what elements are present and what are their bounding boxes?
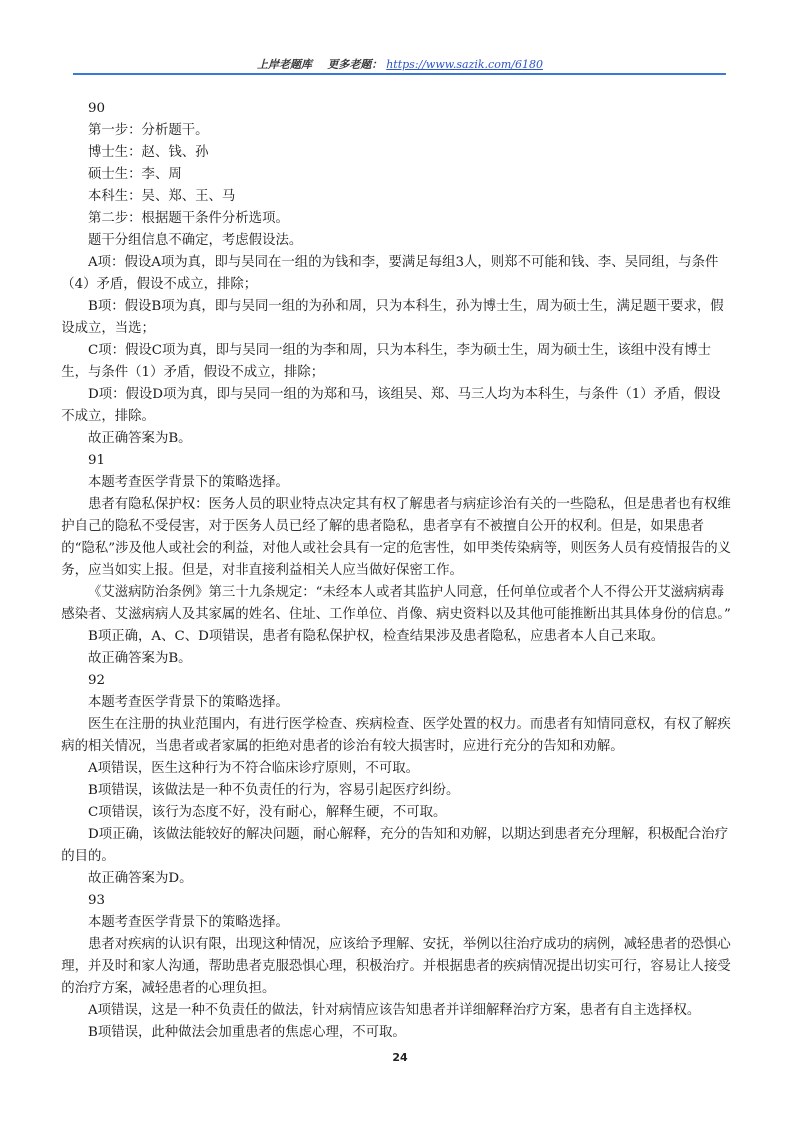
paragraph-line: 医生在注册的执业范围内，有进行医学检查、疾病检查、医学处置的权力。而患者有知情同意权，有权了解疾病的相关情况，当患者或者家属的拒绝对患者的诊治有较大损害时，应进行充分的告知和劝解。 [61, 717, 731, 754]
header-divider [73, 73, 726, 75]
paragraph-line: 本科生：吴、郑、王、马 [88, 189, 236, 204]
header-url-link[interactable]: https://www.sazik.com/6180 [386, 58, 543, 71]
paragraph-line: 博士生：赵、钱、孙 [88, 145, 209, 160]
paragraph-line: 本题考查医学背景下的策略选择。 [88, 915, 289, 930]
paragraph-line: A项：假设A项为真，即与吴同在一组的为钱和李，要满足每组3人，则郑不可能和钱、李、吴同组，与条件（4）矛盾，假设不成立，排除； [61, 255, 719, 292]
paragraph-line: 本题考查医学背景下的策略选择。 [88, 475, 289, 490]
paragraph-line: C项：假设C项为真，即与吴同一组的为李和周，只为本科生，李为硕士生，周为硕士生，该组中没有博士生，与条件（1）矛盾，假设不成立，排除； [61, 343, 712, 380]
paragraph-line: 90 [88, 101, 106, 116]
paragraph-line: 93 [88, 893, 106, 908]
paragraph-line: C项错误，该行为态度不好，没有耐心，解释生硬，不可取。 [88, 805, 447, 820]
page-number: 24 [392, 1051, 408, 1064]
paragraph-line: 故正确答案为B。 [88, 651, 192, 666]
paragraph-line: D项正确，该做法能较好的解决问题，耐心解释，充分的告知和劝解，以期达到患者充分理解，积极配合治疗的目的。 [61, 827, 729, 864]
paragraph-line: 第一步：分析题干。 [88, 123, 209, 138]
paragraph-line: B项正确，A、C、D项错误，患者有隐私保护权，检查结果涉及患者隐私，应患者本人自己来取。 [88, 629, 665, 644]
paragraph-line: B项错误，此种做法会加重患者的焦虑心理，不可取。 [88, 1025, 406, 1040]
paragraph-line: 92 [88, 673, 106, 688]
document-body [61, 98, 733, 1044]
paragraph-line: 《艾滋病防治条例》第三十九条规定：“未经本人或者其监护人同意，任何单位或者个人不得公开艾滋病病毒感染者、艾滋病病人及其家属的姓名、住址、工作单位、肖像、病史资料以及其他可能推断出其具体身份的信息。” [61, 585, 731, 622]
paragraph-line: B项：假设B项为真，即与吴同一组的为孙和周，只为本科生，孙为博士生，周为硕士生，满足题干要求，假设成立，当选； [61, 299, 724, 336]
paragraph-line: 故正确答案为B。 [88, 431, 192, 446]
paragraph-line: 故正确答案为D。 [88, 871, 193, 886]
paragraph-line: B项错误，该做法是一种不负责任的行为，容易引起医疗纠纷。 [88, 783, 460, 798]
paragraph-line: 第二步：根据题干条件分析选项。 [88, 211, 289, 226]
header-brand: 上岸老题库 [257, 58, 313, 71]
paragraph-line: 患者有隐私保护权：医务人员的职业特点决定其有权了解患者与病症诊治有关的一些隐私，但是患者也有权维护自己的隐私不受侵害，对于医务人员已经了解的患者隐私，患者享有不被擅自公开的权利。但是，如果患者的“隐私”涉及他人或社会的利益，对他人或社会具有一定的危害性，如甲类传染病等，则医务人员有疫情报告的义务，应当如实上报。但是，对非直接利益相关人应当做好保密工作。 [61, 497, 732, 578]
paragraph-line: A项错误，医生这种行为不符合临床诊疗原则，不可取。 [88, 761, 420, 776]
paragraph-line: 91 [88, 453, 106, 468]
paragraph-line: A项错误，这是一种不负责任的做法，针对病情应该告知患者并详细解释治疗方案，患者有自主选择权。 [88, 1003, 701, 1018]
page-header [0, 56, 800, 72]
header-more-label: 更多老题： [327, 58, 383, 71]
paragraph-line: 硕士生：李、周 [88, 167, 182, 182]
paragraph-line: 患者对疾病的认识有限，出现这种情况，应该给予理解、安抚，举例以往治疗成功的病例，减轻患者的恐惧心理，并及时和家人沟通，帮助患者克服恐惧心理，积极治疗。并根据患者的疾病情况提出切实可行，容易让人接受的治疗方案，减轻患者的心理负担。 [61, 937, 731, 996]
paragraph-line: 本题考查医学背景下的策略选择。 [88, 695, 289, 710]
paragraph-line: D项：假设D项为真，即与吴同一组的为郑和马，该组吴、郑、马三人均为本科生，与条件（1）矛盾，假设不成立，排除。 [61, 387, 721, 424]
paragraph-line: 题干分组信息不确定，考虑假设法。 [88, 233, 303, 248]
